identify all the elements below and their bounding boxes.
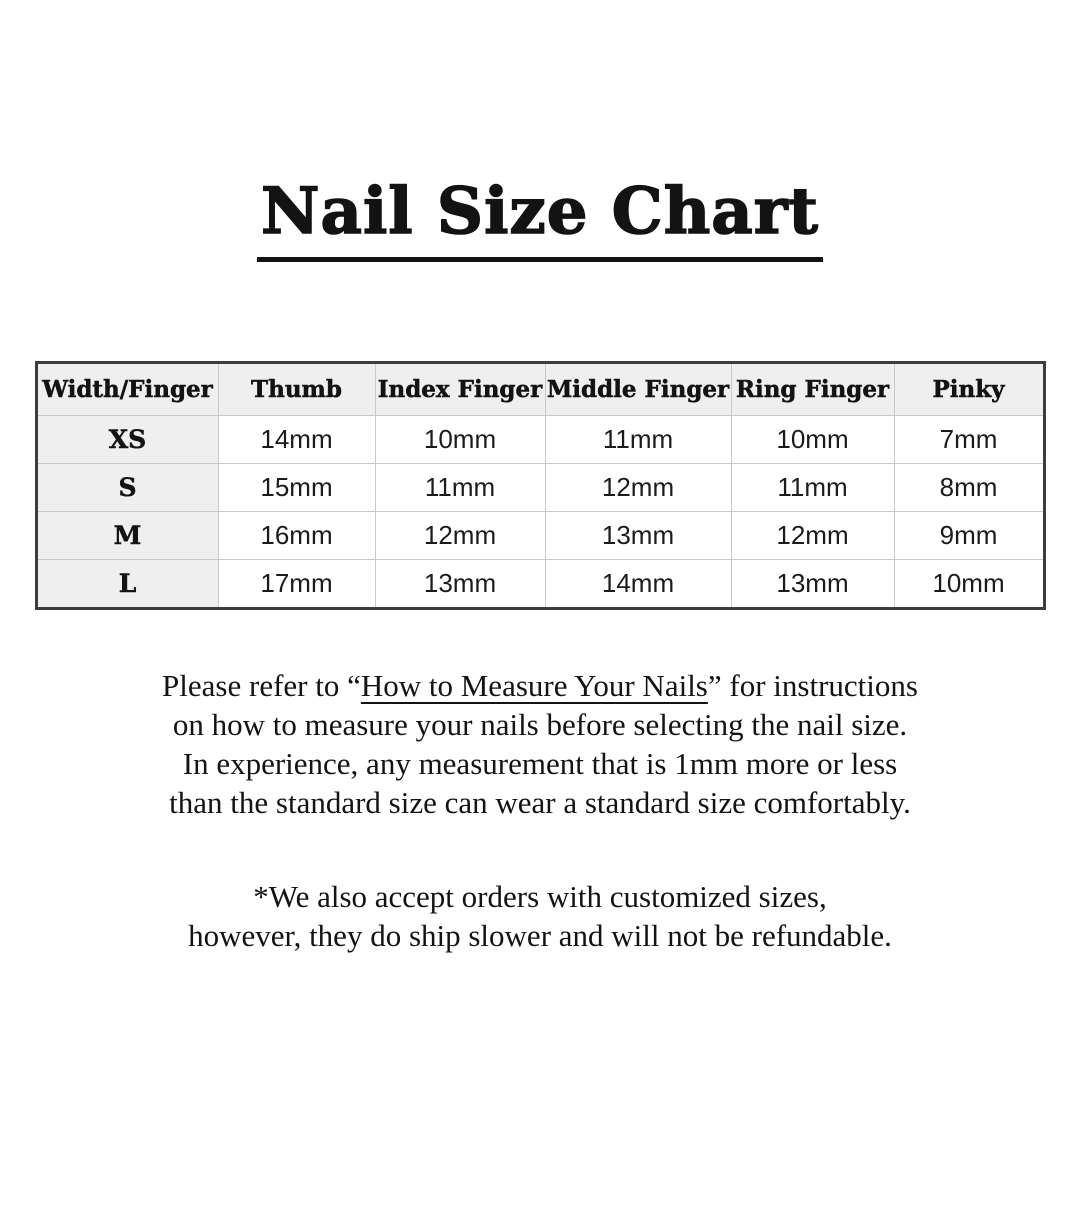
xs-ring-value: 10mm bbox=[731, 416, 894, 464]
note1-line1 bbox=[162, 668, 918, 703]
size-label-s: S bbox=[36, 464, 218, 512]
column-header-pinky: Pinky bbox=[894, 363, 1044, 416]
l-ring-value: 13mm bbox=[731, 560, 894, 609]
s-index-value: 11mm bbox=[375, 464, 545, 512]
title-block bbox=[0, 134, 1080, 305]
table-row-m bbox=[36, 512, 1044, 560]
m-thumb-value: 16mm bbox=[218, 512, 375, 560]
note-custom-sizes bbox=[0, 877, 1080, 955]
column-header-thumb: Thumb bbox=[218, 363, 375, 416]
column-header-index-finger: Index Finger bbox=[375, 363, 545, 416]
s-thumb-value: 15mm bbox=[218, 464, 375, 512]
size-chart-table bbox=[35, 361, 1046, 610]
m-pinky-value: 9mm bbox=[894, 512, 1044, 560]
xs-pinky-value: 7mm bbox=[894, 416, 1044, 464]
column-header-width-finger: Width/Finger bbox=[36, 363, 218, 416]
xs-thumb-value: 14mm bbox=[218, 416, 375, 464]
measure-guide-link[interactable]: How to Measure Your Nails bbox=[360, 668, 708, 704]
size-label-l: L bbox=[36, 560, 218, 609]
size-label-xs: XS bbox=[36, 416, 218, 464]
note2-line1: *We also accept orders with customized sizes, bbox=[253, 879, 827, 915]
l-index-value: 13mm bbox=[375, 560, 545, 609]
page-title: Nail Size Chart bbox=[257, 177, 823, 262]
note2-line2: however, they do ship slower and will not be refundable. bbox=[188, 918, 892, 954]
xs-index-value: 10mm bbox=[375, 416, 545, 464]
size-label-m: M bbox=[36, 512, 218, 560]
s-pinky-value: 8mm bbox=[894, 464, 1044, 512]
xs-middle-value: 11mm bbox=[545, 416, 731, 464]
m-middle-value: 13mm bbox=[545, 512, 731, 560]
note1-line4: than the standard size can wear a standard size comfortably. bbox=[169, 785, 911, 821]
note-measure-instructions bbox=[0, 666, 1080, 822]
column-header-middle-finger: Middle Finger bbox=[545, 363, 731, 416]
table-header-row bbox=[36, 363, 1044, 416]
l-pinky-value: 10mm bbox=[894, 560, 1044, 609]
note1-line1-prefix: Please refer to “ bbox=[162, 668, 361, 704]
s-ring-value: 11mm bbox=[731, 464, 894, 512]
l-middle-value: 14mm bbox=[545, 560, 731, 609]
m-ring-value: 12mm bbox=[731, 512, 894, 560]
m-index-value: 12mm bbox=[375, 512, 545, 560]
table-row-l bbox=[36, 560, 1044, 609]
note1-line2: on how to measure your nails before selecting the nail size. bbox=[172, 707, 908, 743]
l-thumb-value: 17mm bbox=[218, 560, 375, 609]
table-row-s bbox=[36, 464, 1044, 512]
s-middle-value: 12mm bbox=[545, 464, 731, 512]
note1-line3: In experience, any measurement that is 1mm more or less bbox=[182, 746, 898, 782]
note1-line1-suffix: ” for instructions bbox=[707, 668, 918, 704]
table-row-xs bbox=[36, 416, 1044, 464]
nail-size-chart-page bbox=[0, 134, 1080, 1214]
column-header-ring-finger: Ring Finger bbox=[731, 363, 894, 416]
